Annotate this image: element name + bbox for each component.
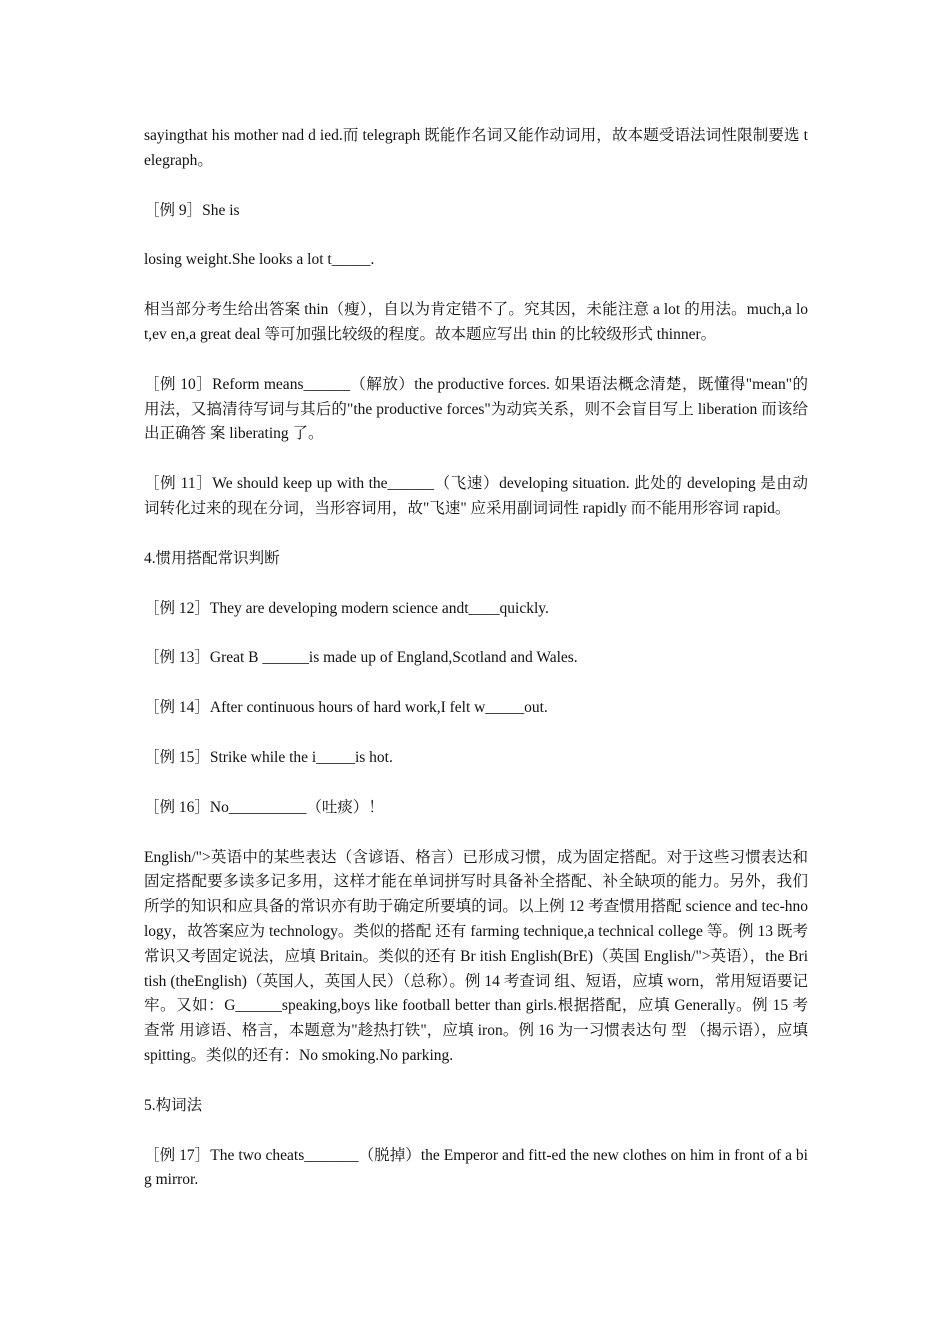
paragraph-collocation-explanation: English/">英语中的某些表达（含谚语、格言）已形成习惯，成为固定搭配。对于这些习惯表达和固定搭配要多读多记多用，这样才能在单词拼写时具备补全搭配、补全缺项的能力。另外，我们所学的知识和应具备的常识亦有助于确定所要填的词。以上例 12 考查惯用搭配 science and tec-hnology，故答案应为 technology。类似的搭配 还有 farming technique,a technical college 等。例 13 既考常识又考固定说法，应填 Britain。类似的还有 Br itish English(BrE)（英国 English/">英语），the British (theEnglish)（英国人，英国人民）（总称）。例 14 考查词 组、短语，应填 worn，常用短语要记牢。又如：G______speaking,boys like football better than girls.根据搭配，应填 Generally。例 15 考查常 用谚语、格言，本题意为"趁热打铁"，应填 iron。例 16 为一习惯表达句 型 （揭示语），应填 spitting。类似的还有：No smoking.No parking. bbox=[144, 848, 808, 1064]
paragraph-telegraph-explanation: sayingthat his mother nad d ied.而 telegraph 既能作名词又能作动词用，故本题受语法词性限制要选 telegraph。 bbox=[144, 127, 808, 169]
example-9-line-1: ［例 9］She is bbox=[144, 201, 240, 219]
example-17: ［例 17］The two cheats_______（脱掉）the Emperor and fitt-ed the new clothes on him in front of a big mirror. bbox=[144, 1146, 808, 1189]
example-13: ［例 13］Great B ______is made up of England,Scotland and Wales. bbox=[144, 649, 578, 667]
example-12: ［例 12］They are developing modern science andt____quickly. bbox=[144, 599, 549, 617]
paragraph-thinner-explanation: 相当部分考生给出答案 thin（瘦），自以为肯定错不了。究其因，未能注意 a lot 的用法。much,a lot,ev en,a great deal 等可加强比较级的程度。故本题应写出 thin 的比较级形式 thinner。 bbox=[144, 301, 808, 343]
section-heading-word-formation: 5.构词法 bbox=[144, 1096, 203, 1114]
document-page bbox=[144, 124, 808, 1218]
example-10: ［例 10］Reform means______（解放）the productive forces. 如果语法概念清楚，既懂得"mean"的用法，又搞清待写词与其后的"the productive forces"为动宾关系，则不会盲目写上 liberation 而该给出正确答 案 liberating 了。 bbox=[144, 375, 808, 443]
example-16: ［例 16］No__________（吐痰）！ bbox=[144, 798, 384, 816]
example-11: ［例 11］We should keep up with the______（飞速）developing situation. 此处的 developing 是由动词转化过来的现在分词，当形容词用，故"飞速" 应采用副词词性 rapidly 而不能用形容词 rapid。 bbox=[144, 475, 808, 517]
example-15: ［例 15］Strike while the i_____is hot. bbox=[144, 748, 393, 766]
section-heading-collocation: 4.惯用搭配常识判断 bbox=[144, 549, 280, 567]
example-14: ［例 14］After continuous hours of hard work,I felt w_____out. bbox=[144, 699, 548, 717]
example-9-line-2: losing weight.She looks a lot t_____. bbox=[144, 251, 375, 269]
